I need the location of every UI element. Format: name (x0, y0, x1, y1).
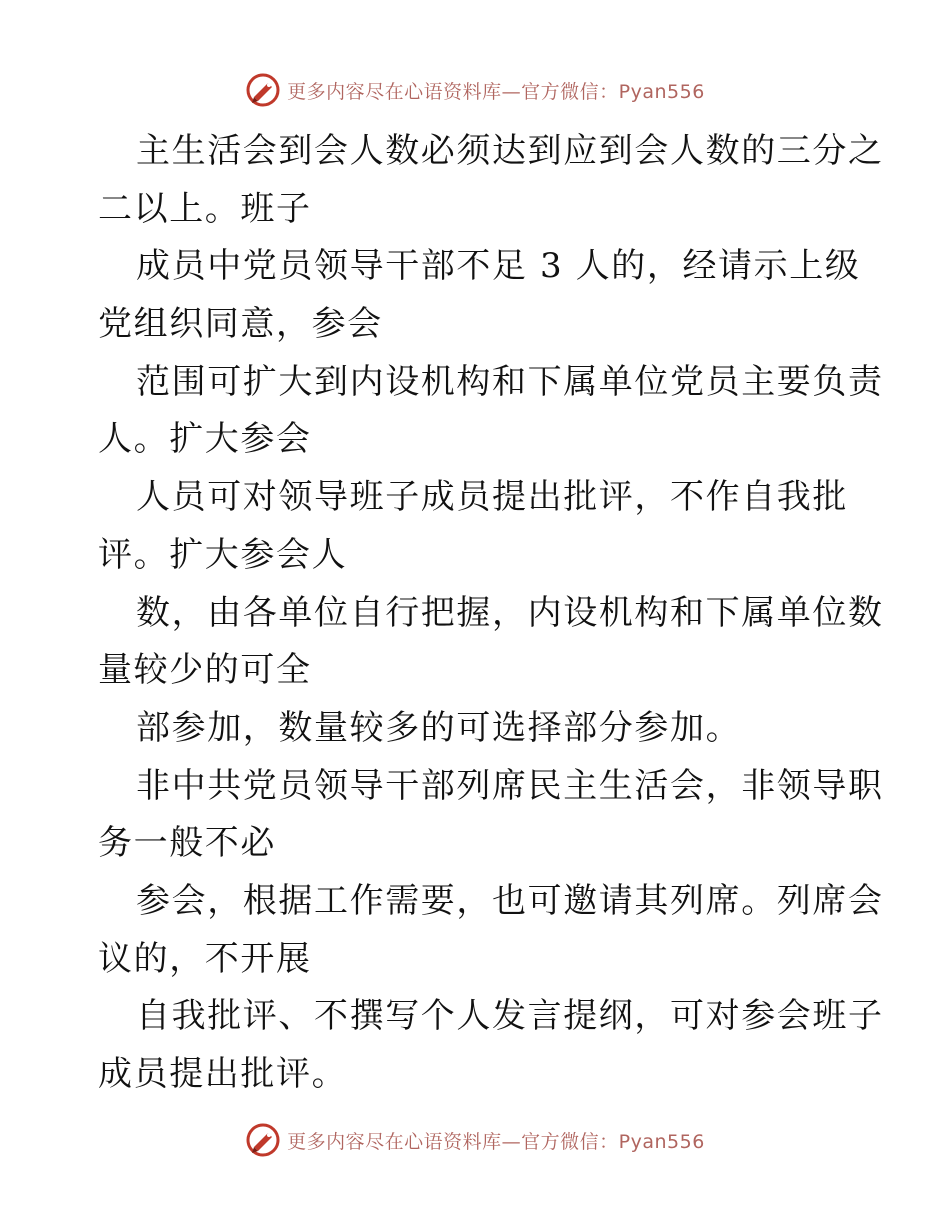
body-line: 非中共党员领导干部列席民主生活会，非领导职 (136, 765, 884, 806)
body-line: 部参加，数量较多的可选择部分参加。 (136, 707, 742, 748)
body-line: 人员可对领导班子成员提出批评，不作自我批 (136, 477, 848, 518)
body-line: 务一般不必 (98, 823, 276, 864)
header-banner (0, 70, 950, 110)
body-line: 成员中党员领导干部不足 3 人的，经请示上级 (136, 246, 861, 287)
footer-banner-text: 更多内容尽在心语资料库—官方微信：Pyan556 (287, 1130, 705, 1153)
body-line: 数，由各单位自行把握，内设机构和下属单位数 (136, 592, 884, 633)
body-line: 主生活会到会人数必须达到应到会人数的三分之 (136, 131, 884, 171)
body-line: 自我批评、不撰写个人发言提纲，可对参会班子 (136, 996, 884, 1037)
body-line: 评。扩大参会人 (98, 534, 348, 575)
pen-logo-icon (245, 1122, 281, 1158)
body-line: 二以上。班子 (98, 188, 312, 229)
body-line: 范围可扩大到内设机构和下属单位党员主要负责 (136, 361, 884, 402)
body-line: 量较少的可全 (98, 650, 312, 691)
pen-logo-icon (245, 72, 281, 108)
body-line: 成员提出批评。 (98, 1054, 348, 1094)
document-body (98, 123, 884, 1104)
header-banner-text: 更多内容尽在心语资料库—官方微信：Pyan556 (287, 80, 705, 103)
body-line: 参会，根据工作需要，也可邀请其列席。列席会 (136, 880, 884, 921)
body-line: 议的，不开展 (98, 938, 312, 979)
body-line: 人。扩大参会 (98, 419, 312, 460)
body-line: 党组织同意，参会 (98, 304, 383, 345)
footer-banner (0, 1120, 950, 1160)
